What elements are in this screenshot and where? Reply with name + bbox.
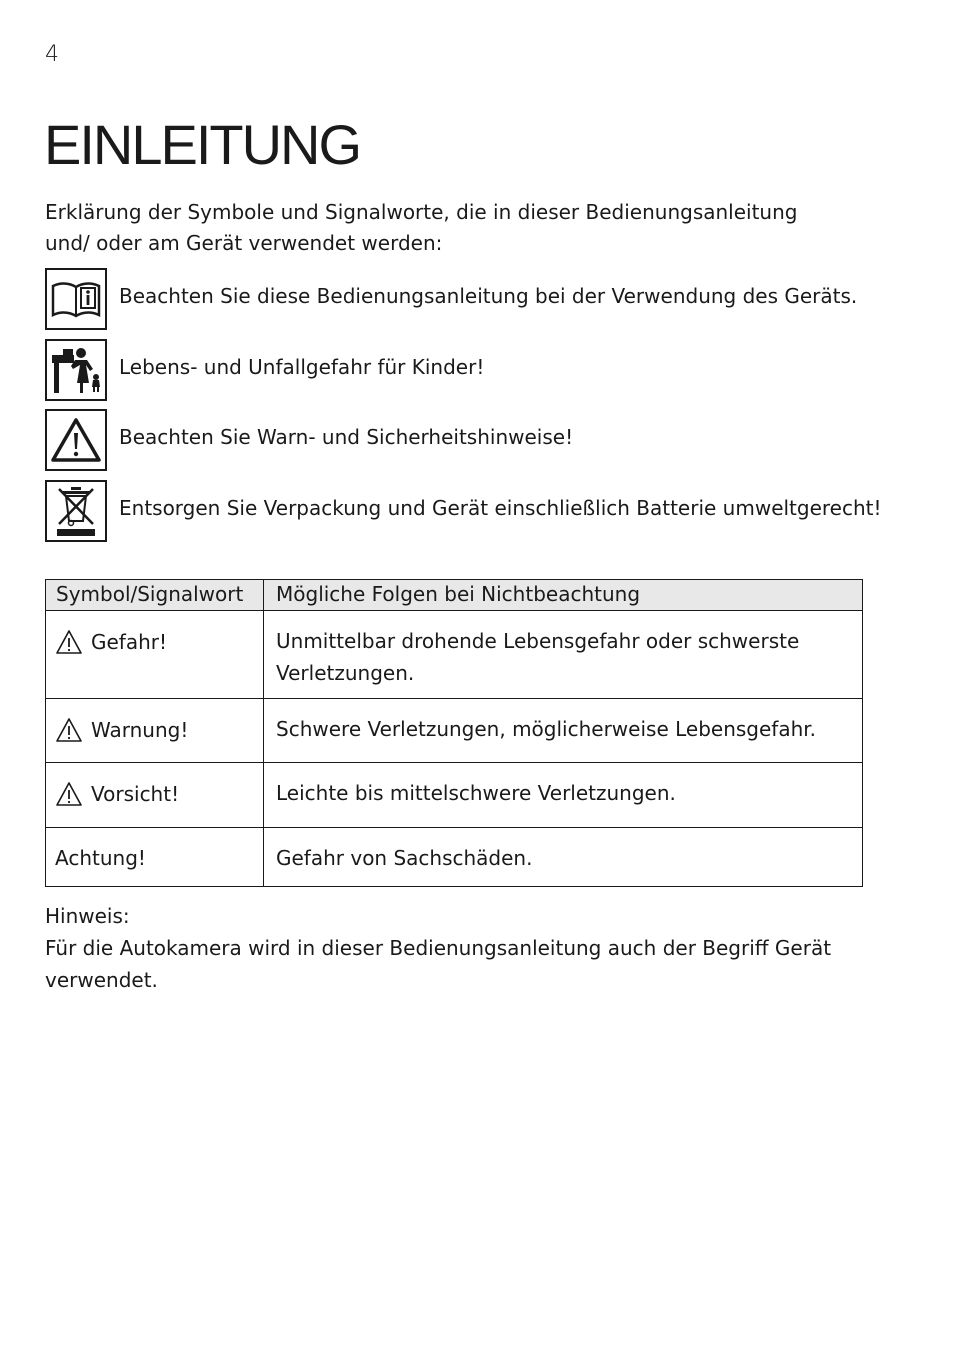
table-row <box>46 763 863 828</box>
crossed-bin-icon <box>45 480 107 542</box>
table-row <box>46 611 863 699</box>
symbol-text-warning: Beachten Sie Warn- und Sicherheitshinweise! <box>119 425 574 449</box>
consequence-achtung: Gefahr von Sachschäden. <box>264 828 863 887</box>
table-header-consequence: Mögliche Folgen bei Nichtbeachtung <box>264 580 863 611</box>
signal-word-vorsicht: Vorsicht! <box>91 782 180 806</box>
child-danger-icon <box>45 339 107 401</box>
warning-triangle-icon <box>55 717 83 743</box>
symbol-text-child: Lebens- und Unfallgefahr für Kinder! <box>119 355 485 379</box>
signal-word-table <box>45 579 863 887</box>
warning-triangle-icon <box>55 629 83 655</box>
symbol-text-manual: Beachten Sie diese Bedienungsanleitung bei der Verwendung des Geräts. <box>119 284 858 308</box>
page-title: EINLEITUNG <box>44 113 361 176</box>
signal-word-achtung: Achtung! <box>46 828 264 887</box>
consequence-gefahr: Unmittelbar drohende Lebensgefahr oder schwerste Verletzungen. <box>264 611 863 699</box>
manual-info-icon <box>45 268 107 330</box>
table-row <box>46 699 863 763</box>
page-number: 4 <box>45 42 59 67</box>
signal-word-warnung: Warnung! <box>91 718 189 742</box>
hint-label: Hinweis: <box>45 904 130 928</box>
signal-word-gefahr: Gefahr! <box>91 630 168 654</box>
table-header-signal: Symbol/Signalwort <box>46 580 264 611</box>
warning-triangle-icon <box>45 409 107 471</box>
warning-triangle-icon <box>55 781 83 807</box>
consequence-warnung: Schwere Verletzungen, möglicherweise Lebensgefahr. <box>264 699 863 763</box>
intro-text: Erklärung der Symbole und Signalworte, die in dieser Bedienungsanleitung und/ oder am Gerät verwendet werden: <box>45 200 798 255</box>
table-row <box>46 828 863 887</box>
table-header-row <box>46 580 863 611</box>
hint-text: Für die Autokamera wird in dieser Bedienungsanleitung auch der Begriff Gerät verwendet. <box>45 936 832 992</box>
consequence-vorsicht: Leichte bis mittelschwere Verletzungen. <box>264 763 863 828</box>
symbol-text-disposal: Entsorgen Sie Verpackung und Gerät einschließlich Batterie umweltgerecht! <box>119 496 882 520</box>
hint-block <box>45 900 865 996</box>
